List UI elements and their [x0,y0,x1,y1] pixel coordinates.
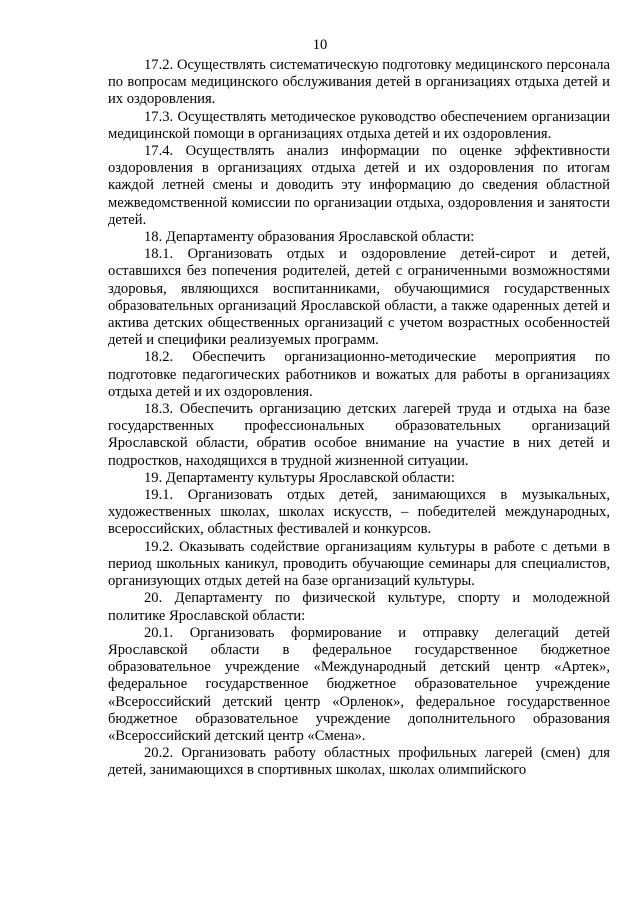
paragraph-19-2: 19.2. Оказывать содействие организациям культуры в работе с детьми в период школьных каникул, проводить обучающие семинары для специалистов, организующих отдых детей на базе организаций культуры. [108,538,610,590]
paragraph-20-1: 20.1. Организовать формирование и отправку делегаций детей Ярославской области в федеральное государственное бюджетное образовательное учреждение «Международный детский центр «Артек», федеральное государственное бюджетное образовательное учреждение «Всероссийский детский центр «Орленок», федеральное государственное бюджетное образовательное учреждение дополнительного образования «Всероссийский детский центр «Смена». [108,624,610,744]
paragraph-19-heading: 19. Департаменту культуры Ярославской области: [144,469,455,486]
paragraph-20-heading: 20. Департаменту по физической культуре, спорту и молодежной политике Ярославской области: [108,590,610,624]
paragraph-20-2: 20.2. Организовать работу областных профильных лагерей (смен) для детей, занимающихся в спортивных школах, школах олимпийского [108,745,610,779]
document-body [108,57,610,780]
paragraph-18-2: 18.2. Обеспечить организационно-методические мероприятия по подготовке педагогических работников и вожатых для работы в организациях отдыха детей и их оздоровления. [108,349,610,400]
paragraph-17-2: 17.2. Осуществлять систематическую подготовку медицинского персонала по вопросам медицинского обслуживания детей в организациях отдыха детей и их оздоровления. [108,57,610,108]
page-number: 10 [312,37,328,53]
paragraph-17-3: 17.3. Осуществлять методическое руководство обеспечением организации медицинской помощи в организациях отдыха детей и их оздоровления. [108,108,610,142]
paragraph-18-3: 18.3. Обеспечить организацию детских лагерей труда и отдыха на базе государственных профессиональных образовательных организаций Ярославской области, обратив особое внимание на участие в них детей и подростков, находящихся в трудной жизненной ситуации. [108,401,610,469]
paragraph-18-heading: 18. Департаменту образования Ярославской области: [144,229,475,246]
paragraph-19-1: 19.1. Организовать отдых детей, занимающихся в музыкальных, художественных школах, школах искусств, – победителей международных, всероссийских, областных фестивалей и конкурсов. [108,487,610,538]
paragraph-18-1: 18.1. Организовать отдых и оздоровление детей-сирот и детей, оставшихся без попечения родителей, детей с ограниченными возможностями здоровья, являющихся воспитанниками, обучающимися государственных образовательных организаций Ярославской области, а также одаренных детей и актива детских общественных организаций с учетом возрастных особенностей детей и специфики реализуемых программ. [108,246,610,349]
paragraph-17-4: 17.4. Осуществлять анализ информации по оценке эффективности оздоровления в организациях отдыха детей и их оздоровления по итогам каждой летней смены и доводить эту информацию до сведения областной межведомственной комиссии по организации отдыха, оздоровления и занятости детей. [108,143,610,228]
